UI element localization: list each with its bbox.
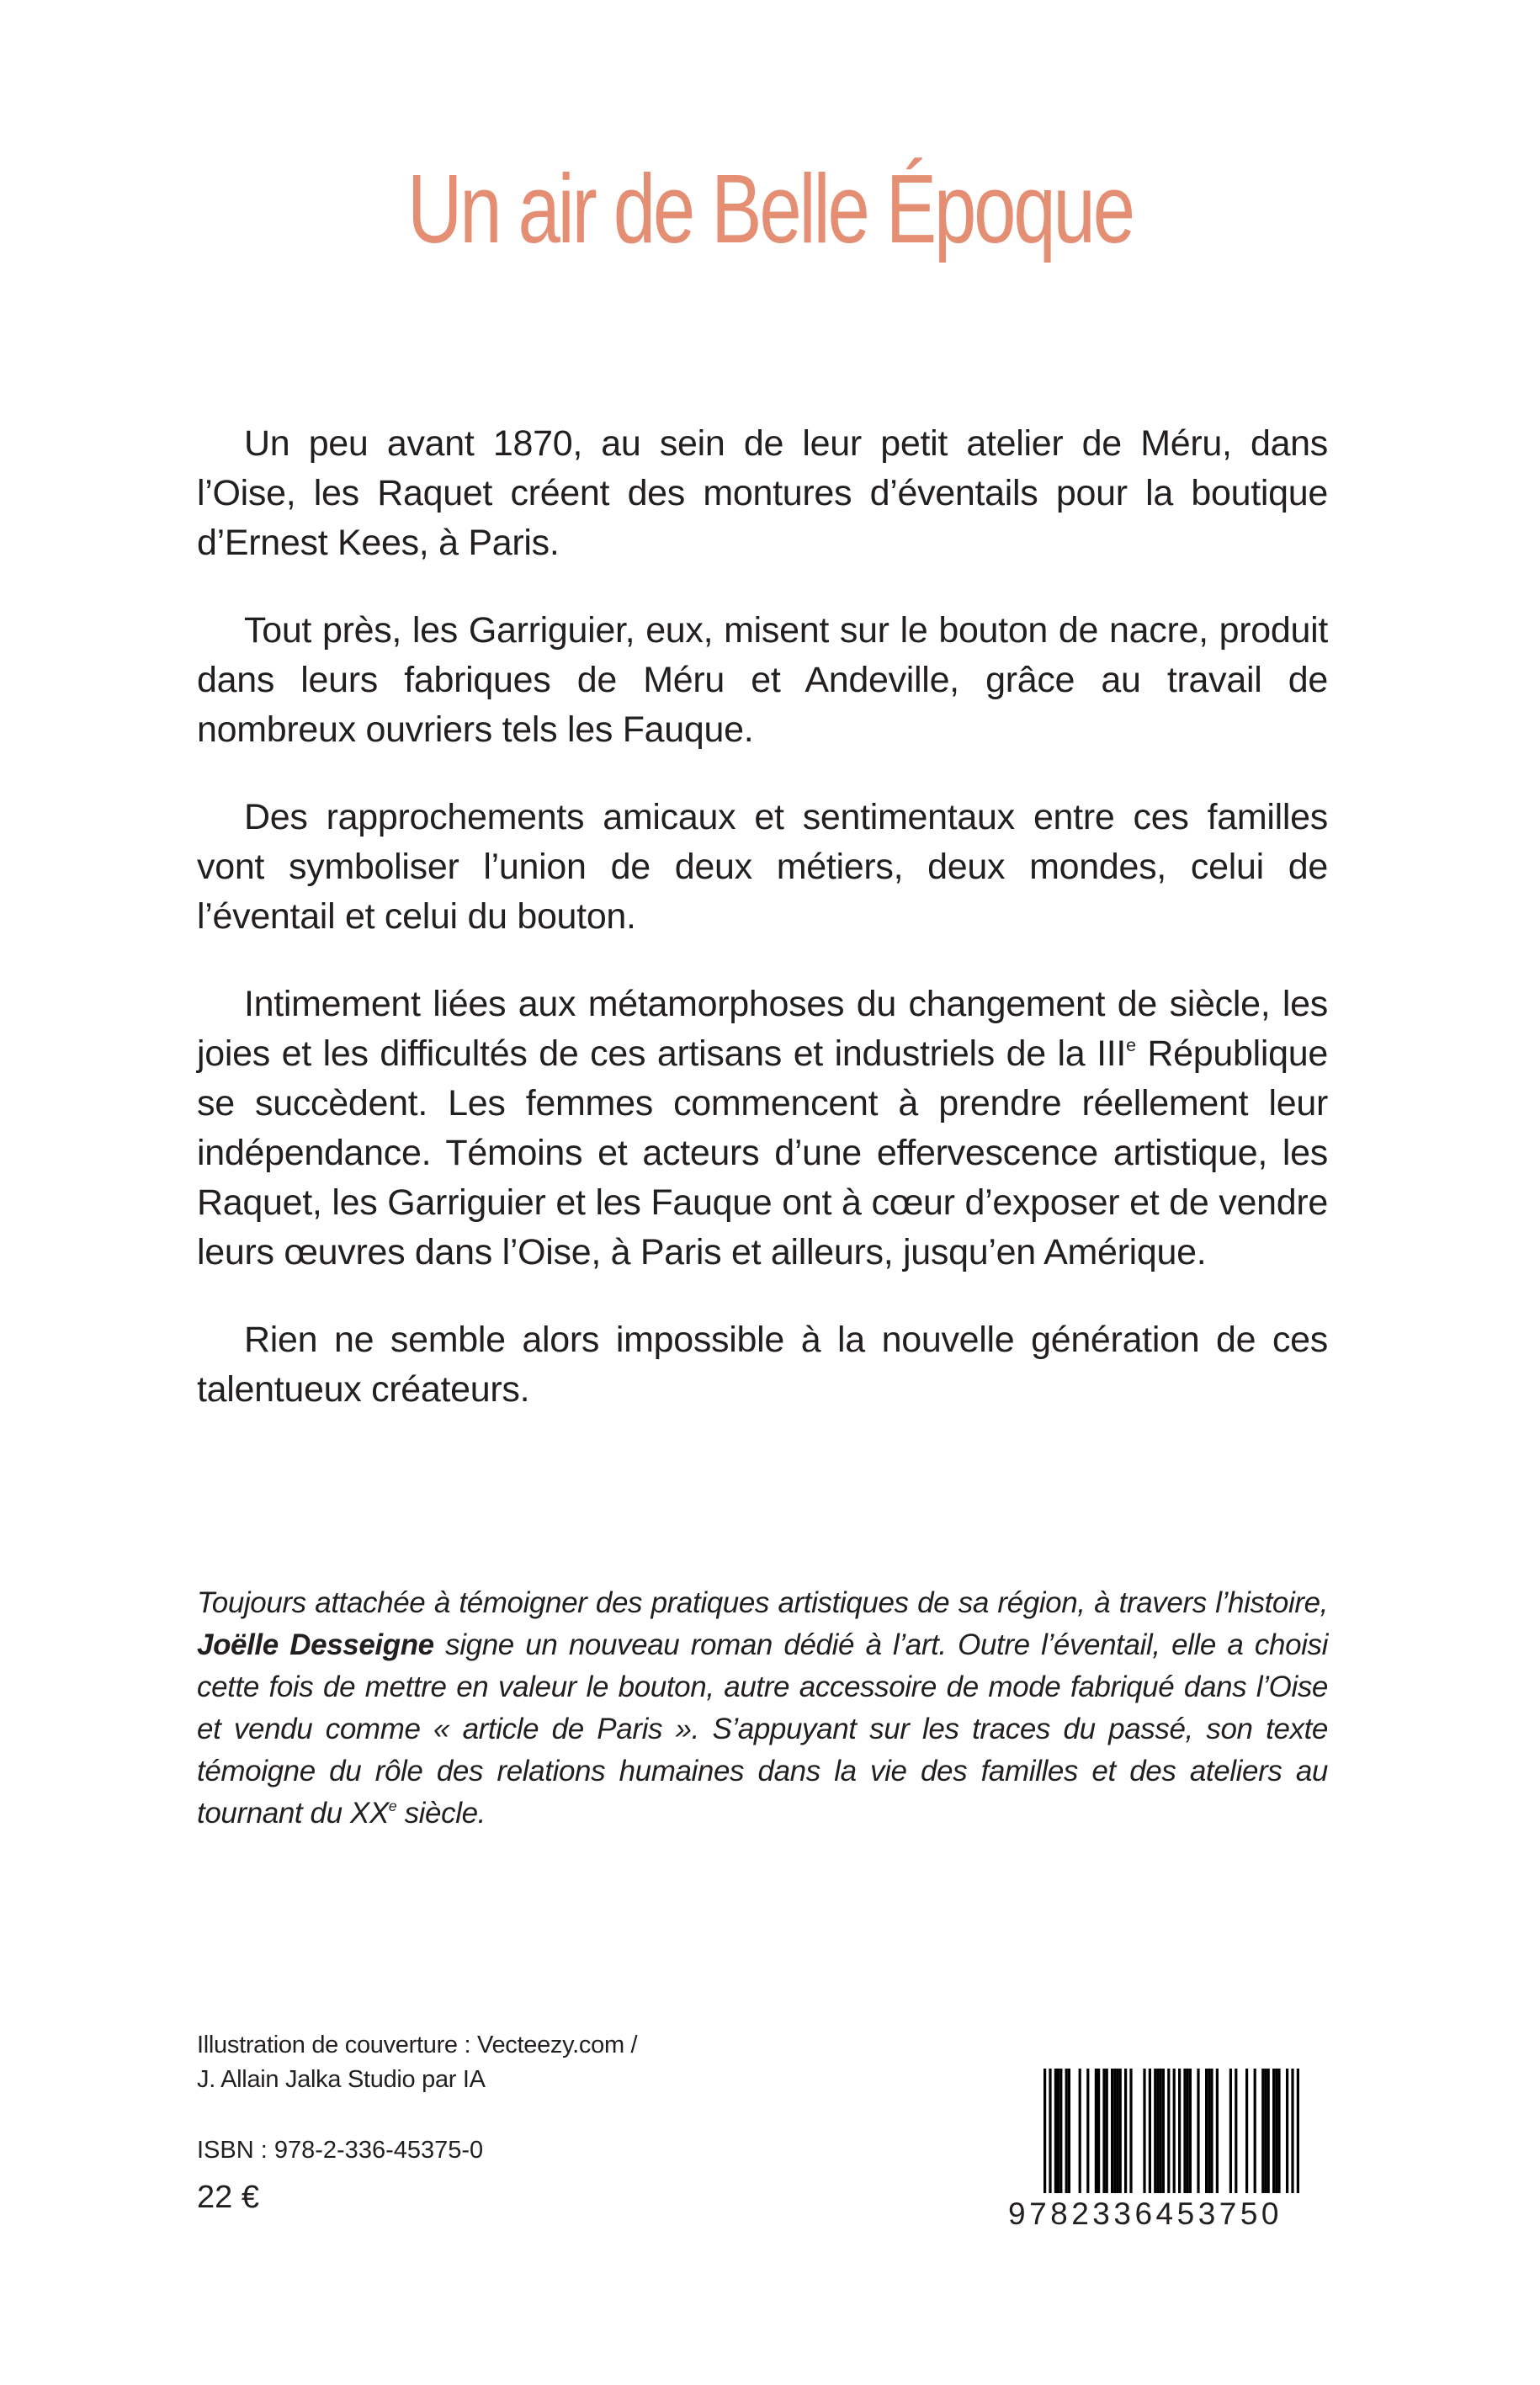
barcode-bar [1245,2069,1248,2193]
blurb-paragraph: Rien ne semble alors impossible à la nouvelle génération de ces talentueux créateurs. [197,1320,1328,1410]
barcode-bar [1291,2069,1293,2193]
barcode-bar [1297,2069,1299,2193]
blurb-paragraph: Des rapprochements amicaux et sentimentaux entre ces familles vont symboliser l’union de deux métiers, deux mondes, celui de l’éventail et celui du bouton. [197,797,1328,937]
barcode-bar [1149,2069,1151,2193]
bio-text: Toujours attachée à témoigner des pratiques artistiques de sa région, à travers l’histoire, [197,1586,1328,1619]
barcode-bar [1143,2069,1145,2193]
blurb [197,419,1328,1453]
barcode-bar [1173,2069,1176,2193]
barcode-bar [1277,2069,1280,2193]
barcode [1008,2069,1328,2233]
barcode-bar [1086,2069,1089,2193]
barcode-bar [1068,2069,1070,2193]
price: 22 € [197,2180,259,2215]
barcode-bar [1160,2069,1162,2193]
barcode-bar [1162,2069,1165,2193]
barcode-digits: 9782336453750 [1008,2195,1328,2233]
barcode-bar [1178,2069,1181,2193]
barcode-bar [1102,2069,1105,2193]
blurb-text: République se succèdent. Les femmes commencent à prendre réellement leur indépendance. Témoins et acteurs d’une effervescence artistique, les Raquet, les Garriguier et les Fauque ont à cœur d’exposer et de vendre leurs œuvres dans l’Oise, à Paris et ailleurs, jusqu’en Amérique. [197,1033,1328,1272]
barcode-bar [1208,2069,1210,2193]
barcode-bar [1113,2069,1116,2193]
bio-text: siècle. [396,1797,486,1830]
barcode-bar [1124,2069,1127,2193]
barcode-bar [1057,2069,1059,2193]
barcode-bar [1129,2069,1132,2193]
barcode-bar [1205,2069,1208,2193]
barcode-bar [1235,2069,1237,2193]
barcode-bar [1272,2069,1275,2193]
author-bio [197,1582,1328,1835]
barcode-bar [1065,2069,1068,2193]
barcode-bar [1154,2069,1156,2193]
barcode-bar [1210,2069,1213,2193]
barcode-bar [1216,2069,1219,2193]
barcode-bar [1095,2069,1097,2193]
credits-line: Illustration de couverture : Vecteezy.com / [197,2032,638,2058]
barcode-bar [1267,2069,1270,2193]
barcode-bar [1275,2069,1277,2193]
barcode-bar [1254,2069,1256,2193]
isbn: ISBN : 978-2-336-45375-0 [197,2137,484,2164]
barcode-bar [1059,2069,1062,2193]
barcode-bar [1187,2069,1189,2193]
superscript: e [1126,1034,1136,1055]
barcode-bar [1261,2069,1264,2193]
barcode-bar [1197,2069,1199,2193]
barcode-bar [1167,2069,1170,2193]
barcode-bar [1097,2069,1100,2193]
barcode-bar [1054,2069,1057,2193]
credits-line: J. Allain Jalka Studio par IA [197,2066,486,2093]
blurb-paragraph [197,980,1328,1277]
barcode-bar [1119,2069,1122,2193]
illustration-credits [197,2028,637,2097]
barcode-bar [1111,2069,1113,2193]
book-title: Un air de Belle Époque [407,154,1133,263]
barcode-bar [1189,2069,1192,2193]
barcode-bar [1043,2069,1046,2193]
barcode-bar [1116,2069,1118,2193]
barcode-bar [1264,2069,1267,2193]
blurb-text: Intimement liées aux métamorphoses du changement de siècle, les joies et les difficultés de ces artisans et industriels de la III [197,984,1328,1074]
barcode-bar [1079,2069,1081,2193]
barcode-bar [1183,2069,1186,2193]
blurb-paragraph: Tout près, les Garriguier, eux, misent sur le bouton de nacre, produit dans leurs fabriques de Méru et Andeville, grâce au travail de nombreux ouvriers tels les Fauque. [197,610,1328,750]
bio-text: signe un nouveau roman dédié à l’art. Outre l’éventail, elle a choisi cette fois de mettre en valeur le bouton, autre accessoire de mode fabriqué dans l’Oise et vendu comme « article de Paris ». S’appuyant sur les traces du passé, son texte témoigne du rôle des relations humaines dans la vie des familles et des ateliers au tournant du XX [197,1628,1328,1830]
barcode-bar [1229,2069,1232,2193]
author-name: Joëlle Desseigne [197,1628,434,1661]
barcode-bar [1286,2069,1288,2193]
blurb-paragraph: Un peu avant 1870, au sein de leur petit atelier de Méru, dans l’Oise, les Raquet créent des montures d’éventails pour la boutique d’Ernest Kees, à Paris. [197,423,1328,563]
barcode-bar [1106,2069,1108,2193]
superscript: e [388,1798,397,1814]
barcode-bar [1049,2069,1051,2193]
barcode-bar [1156,2069,1159,2193]
